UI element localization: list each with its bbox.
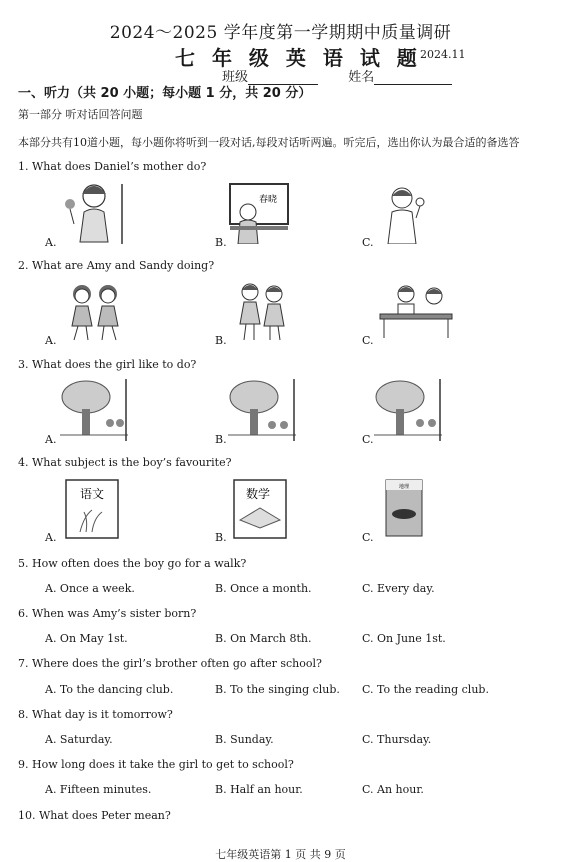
option-8a[interactable]: A. Saturday.: [45, 733, 113, 746]
question-number: 9.: [18, 758, 29, 771]
question-number: 2.: [18, 259, 29, 272]
instructions: 本部分共有10道小题，每小题你将听到一段对话,每段对话听两遍。听完后，选出你认为最合适的备选答: [18, 136, 520, 149]
option-9c[interactable]: C. An hour.: [362, 783, 424, 796]
page-footer: 七年级英语第 1 页 共 9 页: [215, 848, 346, 861]
book-c-title: 地理: [398, 484, 410, 490]
name-label: 姓名: [348, 70, 375, 85]
question-3: [18, 358, 196, 371]
girls-reading-desk-image: [376, 280, 456, 340]
option-1c[interactable]: C.: [362, 236, 374, 249]
question-text: How long does it take the girl to get to school?: [32, 758, 294, 771]
option-1a[interactable]: A.: [45, 236, 57, 249]
option-2c[interactable]: C.: [362, 334, 374, 347]
question-8: [18, 708, 173, 721]
option-4b[interactable]: B.: [215, 531, 227, 544]
option-3b[interactable]: B.: [215, 433, 227, 446]
question-number: 8.: [18, 708, 29, 721]
exam-subtitle: 七 年 级 英 语 试 题: [175, 46, 422, 70]
question-text: What day is it tomorrow?: [32, 708, 173, 721]
teacher-blackboard-image: [228, 182, 290, 244]
option-3c[interactable]: C.: [362, 433, 374, 446]
part-heading: 第一部分 听对话回答问题: [18, 108, 143, 121]
girls-dancing-image: [64, 280, 134, 342]
doctor-woman-image: [380, 182, 430, 244]
question-6: [18, 607, 196, 620]
girls-playing-image: [232, 278, 292, 342]
question-number: 1.: [18, 160, 29, 173]
question-text: What does the girl like to do?: [32, 358, 197, 371]
question-number: 10.: [18, 809, 36, 822]
teacher-woman-image: [60, 180, 130, 244]
option-3a[interactable]: A.: [45, 433, 57, 446]
question-number: 3.: [18, 358, 29, 371]
option-5a[interactable]: A. Once a week.: [45, 582, 135, 595]
section-heading: 一、听力（共 20 小题；每小题 1 分，共 20 分）: [18, 86, 312, 101]
question-9: [18, 758, 294, 771]
question-7: [18, 657, 322, 670]
question-text: What subject is the boy’s favourite?: [32, 456, 232, 469]
option-7c[interactable]: C. To the reading club.: [362, 683, 489, 696]
exam-title: 2024～2025 学年度第一学期期中质量调研: [109, 23, 452, 43]
option-5b[interactable]: B. Once a month.: [215, 582, 312, 595]
option-9a[interactable]: A. Fifteen minutes.: [45, 783, 152, 796]
question-2: [18, 259, 214, 272]
tree-scene-c-image: [372, 377, 444, 441]
option-6b[interactable]: B. On March 8th.: [215, 632, 312, 645]
question-text: What does Daniel’s mother do?: [32, 160, 207, 173]
question-number: 4.: [18, 456, 29, 469]
question-text: What are Amy and Sandy doing?: [32, 259, 215, 272]
option-7a[interactable]: A. To the dancing club.: [45, 683, 174, 696]
question-text: Where does the girl’s brother often go after school?: [32, 657, 322, 670]
option-7b[interactable]: B. To the singing club.: [215, 683, 340, 696]
option-8b[interactable]: B. Sunday.: [215, 733, 274, 746]
question-10: [18, 809, 171, 822]
question-text: When was Amy’s sister born?: [32, 607, 197, 620]
question-number: 7.: [18, 657, 29, 670]
question-text: How often does the boy go for a walk?: [32, 557, 247, 570]
option-1b[interactable]: B.: [215, 236, 227, 249]
option-5c[interactable]: C. Every day.: [362, 582, 435, 595]
option-2a[interactable]: A.: [45, 334, 57, 347]
option-6c[interactable]: C. On June 1st.: [362, 632, 446, 645]
option-2b[interactable]: B.: [215, 334, 227, 347]
question-5: [18, 557, 246, 570]
option-8c[interactable]: C. Thursday.: [362, 733, 432, 746]
math-book-image: [230, 476, 290, 540]
question-number: 6.: [18, 607, 29, 620]
option-6a[interactable]: A. On May 1st.: [45, 632, 128, 645]
option-9b[interactable]: B. Half an hour.: [215, 783, 303, 796]
board-text: 春晓: [258, 195, 278, 205]
book-a-title: 语文: [79, 487, 105, 501]
question-1: [18, 160, 206, 173]
option-4c[interactable]: C.: [362, 531, 374, 544]
exam-date: 2024.11: [420, 48, 466, 61]
name-blank[interactable]: [374, 70, 452, 85]
question-4: [18, 456, 231, 469]
question-text: What does Peter mean?: [39, 809, 171, 822]
book-b-title: 数学: [245, 487, 271, 501]
class-label: 班级: [222, 70, 249, 85]
tree-scene-b-image: [226, 377, 298, 441]
tree-scene-a-image: [58, 377, 130, 441]
option-4a[interactable]: A.: [45, 531, 57, 544]
geography-book-image: [382, 478, 426, 538]
chinese-book-image: [62, 476, 122, 540]
question-number: 5.: [18, 557, 29, 570]
